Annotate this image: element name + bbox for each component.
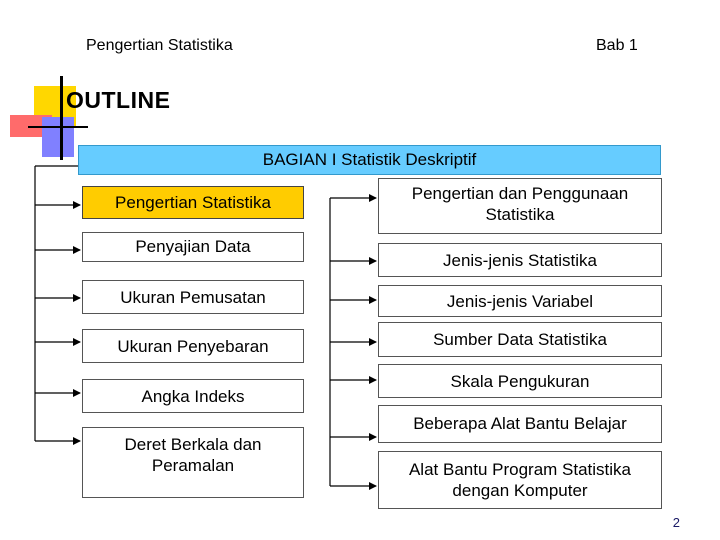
topic-alat-bantu-belajar: Beberapa Alat Bantu Belajar xyxy=(378,405,662,443)
topic-skala-pengukuran: Skala Pengukuran xyxy=(378,364,662,398)
topic-angka-indeks: Angka Indeks xyxy=(82,379,304,413)
section-banner: BAGIAN I Statistik Deskriptif xyxy=(78,145,661,175)
header-course-title: Pengertian Statistika xyxy=(86,37,233,54)
topic-deret-berkala: Deret Berkala dan Peramalan xyxy=(82,427,304,498)
topic-pengertian-penggunaan: Pengertian dan Penggunaan Statistika xyxy=(378,178,662,234)
topic-alat-bantu-program: Alat Bantu Program Statistika dengan Komputer xyxy=(378,451,662,509)
header-chapter: Bab 1 xyxy=(596,37,638,54)
topic-ukuran-pemusatan: Ukuran Pemusatan xyxy=(82,280,304,314)
topic-pengertian-statistika: Pengertian Statistika xyxy=(82,186,304,219)
topic-sumber-data: Sumber Data Statistika xyxy=(378,322,662,357)
topic-jenis-variabel: Jenis-jenis Variabel xyxy=(378,285,662,317)
slide-title: OUTLINE xyxy=(66,87,171,113)
topic-penyajian-data: Penyajian Data xyxy=(82,232,304,262)
topic-jenis-statistika: Jenis-jenis Statistika xyxy=(378,243,662,277)
topic-ukuran-penyebaran: Ukuran Penyebaran xyxy=(82,329,304,363)
page-number: 2 xyxy=(672,515,680,530)
